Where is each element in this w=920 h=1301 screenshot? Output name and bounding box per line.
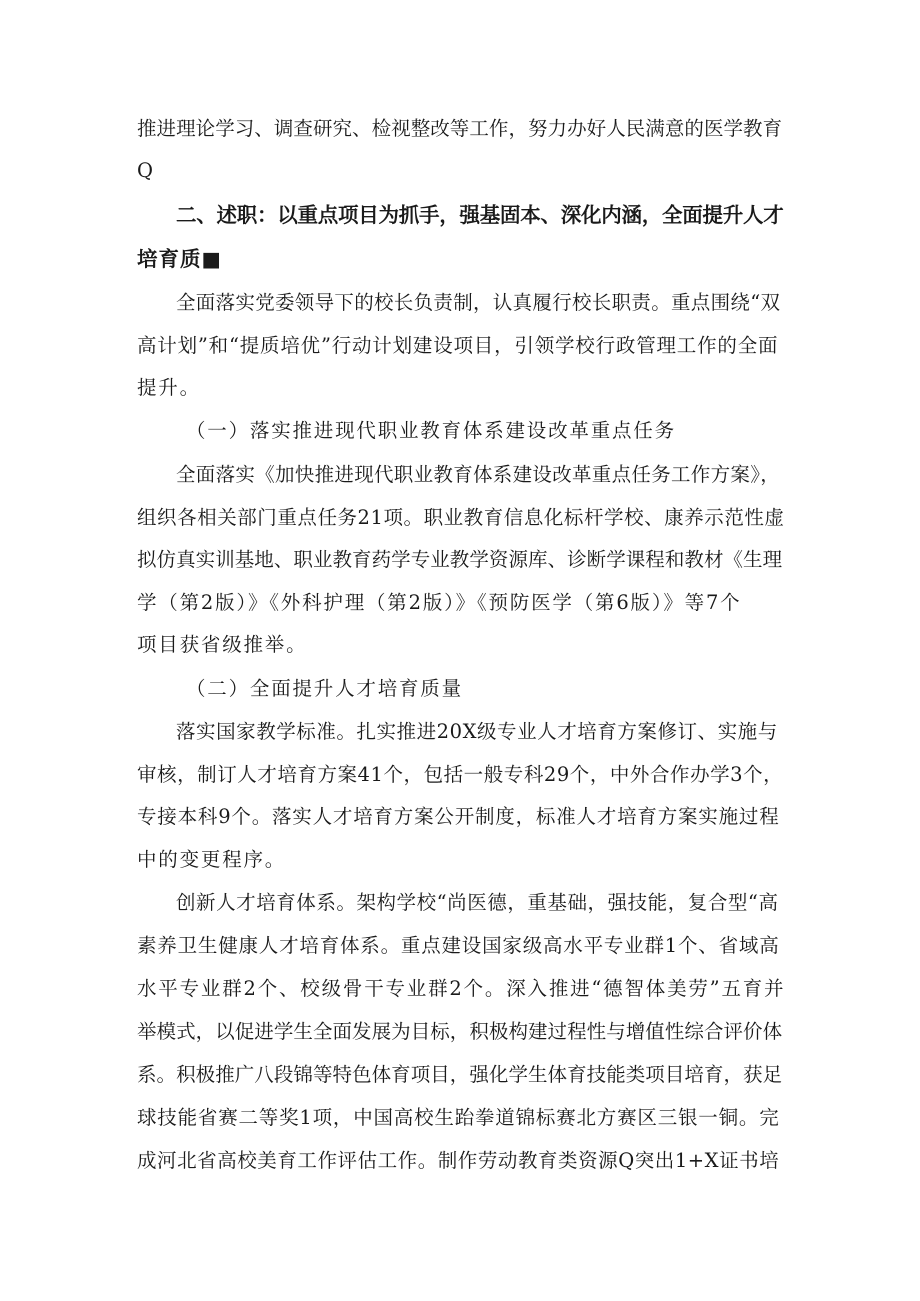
section-heading: 培育质■ — [137, 247, 222, 271]
text-line: 球技能省赛二等奖1项，中国高校生跆拳道锦标赛北方赛区三银一铜。完 — [137, 1106, 780, 1129]
section-heading: 二、述职：以重点项目为抓手，强基固本、深化内涵，全面提升人才 — [176, 203, 784, 227]
text-line: Q — [137, 159, 155, 182]
text-line: 成河北省高校美育工作评估工作。制作劳动教育类资源Q突出1+X证书培 — [137, 1149, 780, 1172]
text-line: 水平专业群2个、校级骨干专业群2个。深入推进“德智体美劳”五育并 — [137, 977, 786, 1000]
text-line: 组织各相关部门重点任务21项。职业教育信息化标杆学校、康养示范性虚 — [137, 506, 785, 529]
text-line: 专接本科9个。落实人才培育方案公开制度，标准人才培育方案实施过程 — [137, 805, 780, 828]
text-line: 高计划”和“提质培优”行动计划建设项目，引领学校行政管理工作的全面 — [137, 334, 779, 357]
text-line: 项目获省级推举。 — [137, 633, 308, 656]
text-line: 素养卫生健康人才培育体系。重点建设国家级高水平专业群1个、省域高 — [137, 934, 780, 957]
text-line: 全面落实《加快推进现代职业教育体系建设改革重点任务工作方案》， — [176, 463, 781, 486]
text-line: 学（第2版）》《外科护理（第2版）》《预防医学（第6版）》等7个 — [137, 591, 742, 614]
text-line: 全面落实党委领导下的校长负责制，认真履行校长职责。重点围绕“双 — [176, 291, 781, 314]
text-line: 拟仿真实训基地、职业教育药学专业教学资源库、诊断学课程和教材《生理 — [137, 548, 783, 571]
subsection-heading: （一）落实推进现代职业教育体系建设改革重点任务 — [186, 419, 676, 442]
text-line: 举模式，以促进学生全面发展为目标，积极构建过程性与增值性综合评价体 — [137, 1020, 783, 1043]
text-line: 落实国家教学标准。扎实推进20X级专业人才培育方案修订、实施与 — [176, 720, 778, 743]
text-line: 提升。 — [137, 376, 201, 399]
text-line: 推进理论学习、调查研究、检视整改等工作，努力办好人民满意的医学教育 — [137, 117, 783, 140]
text-line: 中的变更程序。 — [137, 848, 287, 871]
text-line: 创新人才培育体系。架构学校“尚医德，重基础，强技能，复合型“高 — [176, 891, 779, 914]
subsection-heading: （二）全面提升人才培育质量 — [186, 677, 463, 700]
text-line: 系。积极推广八段锦等特色体育项目，强化学生体育技能类项目培育，获足 — [137, 1063, 783, 1086]
text-line: 审核，制订人才培育方案41个，包括一般专科29个，中外合作办学3个， — [137, 763, 784, 786]
